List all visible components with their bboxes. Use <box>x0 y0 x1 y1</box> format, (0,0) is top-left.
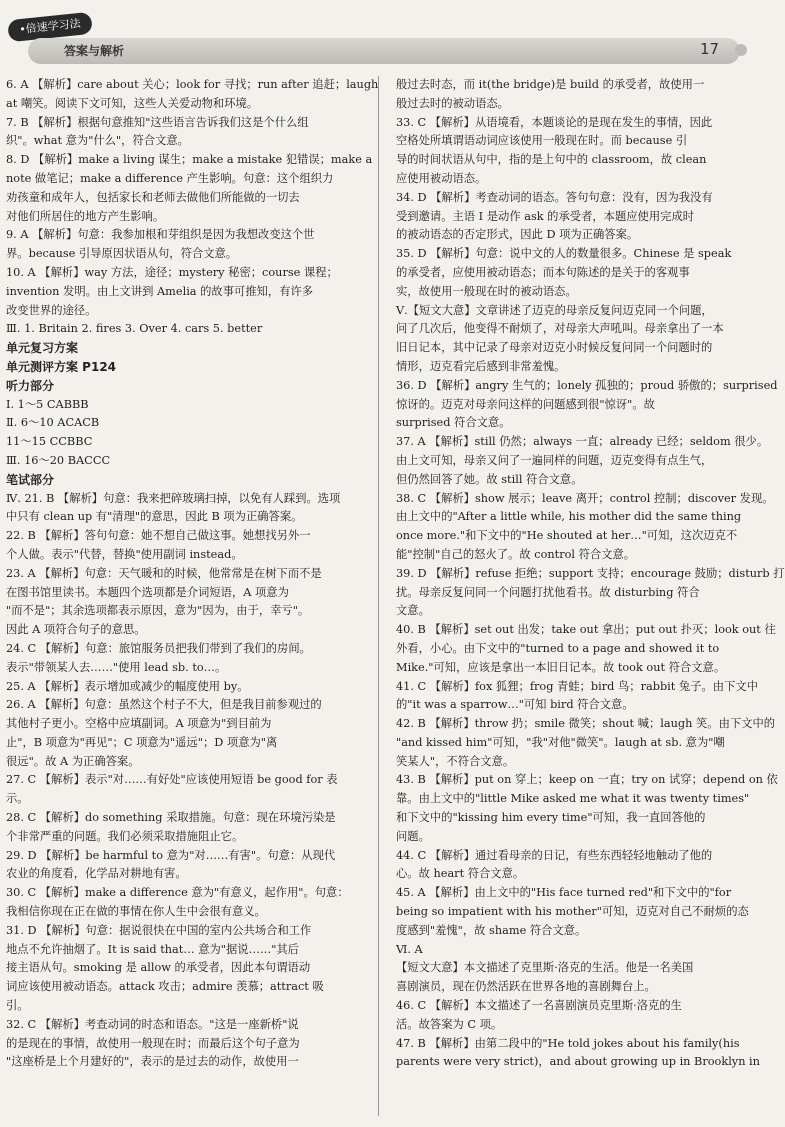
left-text-line: 单元测评方案 P124 <box>6 359 117 374</box>
left-text-line: 劝孩童和成年人，包括家长和老师去做他们所能做的一切去 <box>6 190 300 204</box>
right-text-line: parents were very strict)，and about growing up in Brooklyn in <box>396 1055 760 1069</box>
right-text-line: 41. C 【解析】fox 狐狸；frog 青蛙；bird 鸟；rabbit 兔子。由下文中 <box>396 679 758 693</box>
right-text-line: 导的时间状语从句中，指的是上句中的 classroom，故 clean <box>396 153 707 167</box>
right-text-line: 受到邀请。主语 I 是动作 ask 的承受者，本题应使用完成时 <box>396 209 695 223</box>
left-text-line: 因此 A 项符合句子的意思。 <box>6 623 146 637</box>
left-text-line: 示。 <box>6 792 29 806</box>
left-text-line: Ⅲ. 1. Britain 2. fires 3. Over 4. cars 5. better <box>6 322 263 336</box>
right-text-line: once more."和下文中的"He shouted at her…"可知，这次迈克不 <box>396 529 738 543</box>
right-text-line: 般过去时态，而 it(the bridge)是 build 的承受者，故使用一 <box>396 78 705 91</box>
right-text-line: 问了几次后，他变得不耐烦了，对母亲大声吼叫。母亲拿出了一本 <box>396 322 724 336</box>
left-text-line: 其他村子更小。空格中应填副词。A 项意为"到目前为 <box>6 717 272 731</box>
left-text-line: Ⅲ. 16～20 BACCC <box>6 453 111 467</box>
left-text-line: 改变世界的途径。 <box>6 303 97 317</box>
left-text-line: 23. A 【解析】句意：天气暖和的时候，他常常是在树下而不是 <box>6 566 322 580</box>
left-text-line: 很远"。故 A 为正确答案。 <box>6 754 140 768</box>
right-text-line: "and kissed him"可知，"我"对他"微笑"。laugh at sb. 意为"嘲 <box>396 735 725 749</box>
left-text-line: 接主语从句。smoking 是 allow 的承受者，因此本句谓语动 <box>6 961 311 975</box>
left-text-line: 听力部分 <box>6 378 55 393</box>
right-text-line: 般过去时的被动语态。 <box>396 96 509 110</box>
right-text-line: 能"控制"自己的怒火了。故 control 符合文意。 <box>396 547 636 561</box>
right-text-line: 问题。 <box>396 829 430 843</box>
left-text-line: 织"。what 意为"什么"，符合文意。 <box>6 134 189 148</box>
right-text-line: 靠。由上文中的"little Mike asked me what it was twenty times" <box>396 792 750 806</box>
column-divider <box>378 76 379 1116</box>
right-text-line: 实，故使用一般现在时的被动语态。 <box>396 284 577 298</box>
left-text-line: 6. A 【解析】care about 关心；look for 寻找；run after 追赶；laugh <box>6 78 379 91</box>
right-text-line: Mike."可知，应该是拿出一本旧日记本。故 took out 符合文意。 <box>396 660 726 674</box>
right-text-line: 46. C 【解析】本文描述了一名喜剧演员克里斯·洛克的生 <box>396 999 682 1013</box>
header-title: 答案与解析 <box>64 44 125 58</box>
left-text-line: 个人做。表示"代替，替换"使用副词 instead。 <box>6 547 243 561</box>
right-text-line: Ⅴ.【短文大意】文章讲述了迈克的母亲反复问迈克同一个问题， <box>396 303 713 317</box>
right-text-line: 和下文中的"kissing him every time"可知，我一直回答他的 <box>396 811 706 825</box>
left-text-line: 引。 <box>6 999 29 1013</box>
page-number: 17 <box>700 40 720 58</box>
right-text-line: 39. D 【解析】refuse 拒绝；support 支持；encourage 鼓励；disturb 打 <box>396 566 785 580</box>
right-text-line: 45. A 【解析】由上文中的"His face turned red"和下文中的"for <box>396 886 732 900</box>
right-text-line: 由上文可知，母亲又问了一遍同样的问题，迈克变得有点生气， <box>396 453 713 467</box>
right-text-line: 42. B 【解析】throw 扔；smile 微笑；shout 喊；laugh 笑。由下文中的 <box>396 717 776 731</box>
right-text-line: 44. C 【解析】通过看母亲的日记，有些东西轻轻地触动了他的 <box>396 848 713 862</box>
right-text-line: 36. D 【解析】angry 生气的；lonely 孤独的；proud 骄傲的；surprised <box>396 378 778 392</box>
right-text-line: 情形，迈克看完后感到非常羞愧。 <box>396 359 566 373</box>
page-header <box>0 0 768 70</box>
right-text-line: 度感到"羞愧"，故 shame 符合文意。 <box>396 923 587 937</box>
left-text-line: 止"，B 项意为"再见"；C 项意为"遥远"；D 项意为"离 <box>6 735 278 749</box>
right-text-line: 文意。 <box>396 604 430 618</box>
right-text-line: 的被动语态的否定形式，因此 D 项为正确答案。 <box>396 228 639 242</box>
left-text-line: 单元复习方案 <box>6 341 79 356</box>
left-text-line: 31. D 【解析】句意：据说很快在中国的室内公共场合和工作 <box>6 923 312 937</box>
right-text-line: surprised 符合文意。 <box>396 416 511 430</box>
left-text-line: 26. A 【解析】句意：虽然这个村子不大，但是我目前参观过的 <box>6 698 322 712</box>
left-text-line: 农业的角度看，化学品对耕地有害。 <box>6 867 187 881</box>
right-text-line: 喜剧演员，现在仍然活跃在世界各地的喜剧舞台上。 <box>396 980 656 994</box>
right-column <box>396 76 785 1072</box>
right-text-line: 外看，小心。由下文中的"turned to a page and showed it to <box>396 641 720 655</box>
right-text-line: 43. B 【解析】put on 穿上；keep on 一直；try on 试穿；depend on 依 <box>396 773 778 787</box>
left-text-line: 28. C 【解析】do something 采取措施。句意：现在环境污染是 <box>6 811 336 825</box>
left-text-line: 32. C 【解析】考查动词的时态和语态。"这是一座新桥"说 <box>6 1017 299 1031</box>
left-text-line: 界。because 引导原因状语从句，符合文意。 <box>6 247 238 261</box>
header-bar <box>28 38 740 64</box>
left-text-line: 对他们所居住的地方产生影响。 <box>6 209 165 223</box>
brand-badge: •倍速学习法 <box>7 12 93 43</box>
left-text-line: note 做笔记；make a difference 产生影响。句意：这个组织力 <box>6 171 334 185</box>
right-text-line: 心。故 heart 符合文意。 <box>396 867 525 881</box>
right-text-line: 惊讶的。迈克对母亲问这样的问题感到很"惊讶"。故 <box>396 397 655 411</box>
left-text-line: 笔试部分 <box>6 472 55 487</box>
right-text-line: 的"it was a sparrow…"可知 bird 符合文意。 <box>396 698 634 712</box>
left-text-line: Ⅱ. 6～10 ACACB <box>6 416 100 430</box>
left-text-line: 24. C 【解析】句意：旅馆服务员把我们带到了我们的房间。 <box>6 641 311 655</box>
left-text-line: 地点不允许抽烟了。It is said that… 意为"据说……"其后 <box>6 942 299 956</box>
right-text-line: 【短文大意】本文描述了克里斯·洛克的生活。他是一名美国 <box>396 961 694 975</box>
left-text-line: Ⅳ. 21. B 【解析】句意：我来把碎玻璃扫掉，以免有人踩到。选项 <box>6 491 341 505</box>
right-text-line: 活。故答案为 C 项。 <box>396 1017 503 1031</box>
right-text-line: 的承受者，应使用被动语态；而本句陈述的是关于的客观事 <box>396 265 690 279</box>
left-text-line: 10. A 【解析】way 方法，途径；mystery 秘密；course 课程； <box>6 265 338 279</box>
right-text-line: 但仍然回答了她。故 still 符合文意。 <box>396 472 583 486</box>
left-text-line: "这座桥是上个月建好的"，表示的是过去的动作，故使用一 <box>6 1055 299 1069</box>
left-text-line: invention 发明。由上文讲到 Amelia 的故事可推知，有许多 <box>6 284 314 298</box>
right-text-line: being so impatient with his mother"可知，迈克对自己不耐烦的态 <box>396 905 749 919</box>
left-text-line: 表示"带领某人去……"使用 lead sb. to…。 <box>6 660 227 674</box>
right-text-line: 37. A 【解析】still 仍然；always 一直；already 已经；seldom 很少。 <box>396 435 769 449</box>
left-text-line: "而不是"；其余选项都表示原因，意为"因为，由于，幸亏"。 <box>6 604 310 618</box>
left-text-line: 9. A 【解析】句意：我参加根和芽组织是因为我想改变这个世 <box>6 228 315 242</box>
right-text-line: 35. D 【解析】句意：说中文的人的数量很多。Chinese 是 speak <box>396 247 732 261</box>
left-text-line: Ⅰ. 1～5 CABBB <box>6 397 89 411</box>
left-text-line: 11～15 CCBBC <box>6 435 93 449</box>
left-text-line: 个非常严重的问题。我们必须采取措施阻止它。 <box>6 829 244 843</box>
left-text-line: 在图书馆里读书。本题四个选项都是介词短语，A 项意为 <box>6 585 289 599</box>
left-text-line: 25. A 【解析】表示增加或减少的幅度使用 by。 <box>6 679 249 693</box>
right-text-line: 笑某人"，不符合文意。 <box>396 754 515 768</box>
right-text-line: 34. D 【解析】考查动词的语态。答句句意：没有，因为我没有 <box>396 190 713 204</box>
left-text-line: 27. C 【解析】表示"对……有好处"应该使用短语 be good for 表 <box>6 773 338 787</box>
left-text-line: 我相信你现在正在做的事情在你人生中会很有意义。 <box>6 905 266 919</box>
left-text-line: 的是现在的事情，故使用一般现在时；而最后这个句子意为 <box>6 1036 300 1050</box>
right-text-line: 33. C 【解析】从语境看，本题谈论的是现在发生的事情，因此 <box>396 115 713 129</box>
left-column <box>6 76 379 1072</box>
right-text-line: 38. C 【解析】show 展示；leave 离开；control 控制；discover 发现。 <box>396 491 774 505</box>
left-text-line: 中只有 clean up 有"清理"的意思，因此 B 项为正确答案。 <box>6 510 303 524</box>
right-text-line: 旧日记本，其中记录了母亲对迈克小时候反复问同一个问题时的 <box>396 341 713 355</box>
right-text-line: 40. B 【解析】set out 出发；take out 拿出；put out 扑灭；look out 往 <box>396 623 776 637</box>
right-text-line: 扰。母亲反复问同一个问题打扰他看书。故 disturbing 符合 <box>396 585 700 599</box>
left-text-line: 7. B 【解析】根据句意推知"这些语言告诉我们这是个什么组 <box>6 115 309 129</box>
left-text-line: 8. D 【解析】make a living 谋生；make a mistake 犯错误；make a <box>6 153 373 167</box>
left-text-line: at 嘲笑。阅读下文可知，这些人关爱动物和环境。 <box>6 96 259 110</box>
right-text-line: 47. B 【解析】由第二段中的"He told jokes about his family(his <box>396 1036 740 1050</box>
left-text-line: 29. D 【解析】be harmful to 意为"对……有害"。句意：从现代 <box>6 848 336 862</box>
left-text-line: 30. C 【解析】make a difference 意为"有意义，起作用"。句意： <box>6 886 349 900</box>
header-dot-icon <box>735 44 747 56</box>
right-text-line: 由上文中的"After a little while, his mother did the same thing <box>396 510 742 524</box>
right-text-line: Ⅵ. A <box>396 942 423 956</box>
right-text-line: 应使用被动语态。 <box>396 171 487 185</box>
left-text-line: 词应该使用被动语态。attack 攻击；admire 羡慕；attract 吸 <box>6 980 324 994</box>
left-text-line: 22. B 【解析】答句句意：她不想自己做这事。她想找另外一 <box>6 529 311 543</box>
right-text-line: 空格处所填谓语动词应该使用一般现在时。而 because 引 <box>396 134 688 148</box>
